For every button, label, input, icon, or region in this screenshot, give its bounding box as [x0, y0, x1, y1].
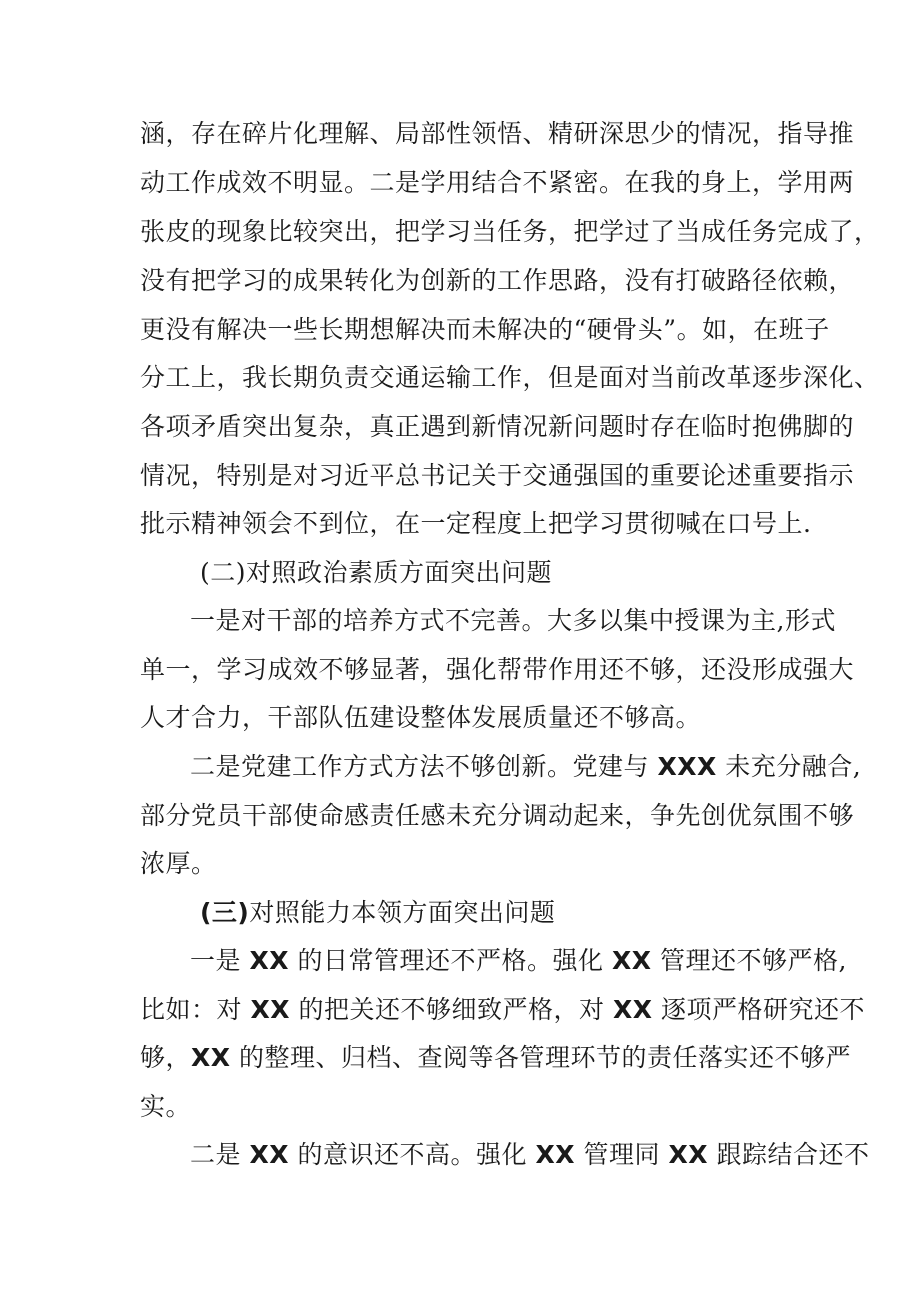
heading-number: (三) [200, 898, 250, 927]
paragraph-line: 各项矛盾突出复杂，真正遇到新情况新问题时存在临时抱佛脚的 [140, 412, 855, 441]
paragraph-line [190, 945, 847, 977]
text-run: 够， [140, 1043, 192, 1072]
placeholder-code: XX [249, 1140, 290, 1169]
paragraph-line: 实。 [140, 1092, 192, 1121]
text-run: 未充分融合, [725, 752, 862, 781]
heading-text: 对照能力本领方面突出问题 [249, 898, 556, 927]
placeholder-code: XXX [657, 752, 717, 781]
paragraph-line: 涵，存在碎片化理解、局部性领悟、精研深思少的情况，指导推 [140, 119, 855, 148]
paragraph-line: 批示精神领会不到位，在一定程度上把学习贯彻喊在口号上. [140, 509, 812, 538]
paragraph-line: 部分党员干部使命感责任感未充分调动起来，争先创优氛围不够 [140, 801, 855, 830]
placeholder-code: XX [612, 995, 653, 1024]
paragraph-line: 一是对干部的培养方式不完善。大多以集中授课为主,形式 [190, 606, 836, 635]
text-run: 二是 [190, 1140, 242, 1169]
paragraph-line: 动工作成效不明显。二是学用结合不紧密。在我的身上，学用两 [140, 168, 855, 197]
paragraph-line: 分工上，我长期负责交通运输工作，但是面对当前改革逐步深化、 [140, 363, 880, 392]
text-run: 跟踪结合还不 [716, 1140, 870, 1169]
text-run: 管理还不够严格, [659, 946, 847, 975]
text-run: 比如：对 [140, 995, 243, 1024]
paragraph-line [140, 994, 865, 1026]
text-run: 的整理、归档、查阅等各管理环节的责任落实还不够严 [239, 1043, 852, 1072]
paragraph-line: 单一，学习成效不够显著，强化帮带作用还不够，还没形成强大 [140, 655, 855, 684]
text-run: 的日常管理还不严格。强化 [297, 946, 604, 975]
text-run: 逐项严格研究还不 [660, 995, 865, 1024]
text-run: 二是党建工作方式方法不够创新。党建与 [190, 752, 650, 781]
placeholder-code: XX [668, 1140, 708, 1169]
paragraph-line: 张皮的现象比较突出，把学习当任务，把学过了当成任务完成了， [140, 217, 880, 246]
placeholder-code: XX [535, 1140, 576, 1169]
paragraph-line [140, 1042, 852, 1074]
placeholder-code: XX [191, 1043, 231, 1072]
text-run: 的把关还不够细致严格，对 [298, 995, 605, 1024]
paragraph-line: 没有把学习的成果转化为创新的工作思路，没有打破路径依赖， [140, 266, 855, 295]
placeholder-code: XX [249, 946, 290, 975]
paragraph-line: 更没有解决一些长期想解决而未解决的“硬骨头”。如，在班子 [140, 315, 830, 344]
paragraph-line [190, 1139, 870, 1171]
section-heading-3 [200, 897, 840, 929]
paragraph-line: 情况，特别是对习近平总书记关于交通强国的重要论述重要指示 [140, 461, 855, 490]
paragraph-line [190, 751, 862, 783]
section-heading-2: (二)对照政治素质方面突出问题 [200, 558, 553, 587]
text-run: 管理同 [583, 1140, 660, 1169]
text-run: 一是 [190, 946, 242, 975]
text-run: 的意识还不高。强化 [297, 1140, 527, 1169]
paragraph-line: 浓厚。 [140, 849, 217, 878]
placeholder-code: XX [611, 946, 652, 975]
placeholder-code: XX [250, 995, 291, 1024]
paragraph-line: 人才合力，干部队伍建设整体发展质量还不够高。 [140, 703, 702, 732]
